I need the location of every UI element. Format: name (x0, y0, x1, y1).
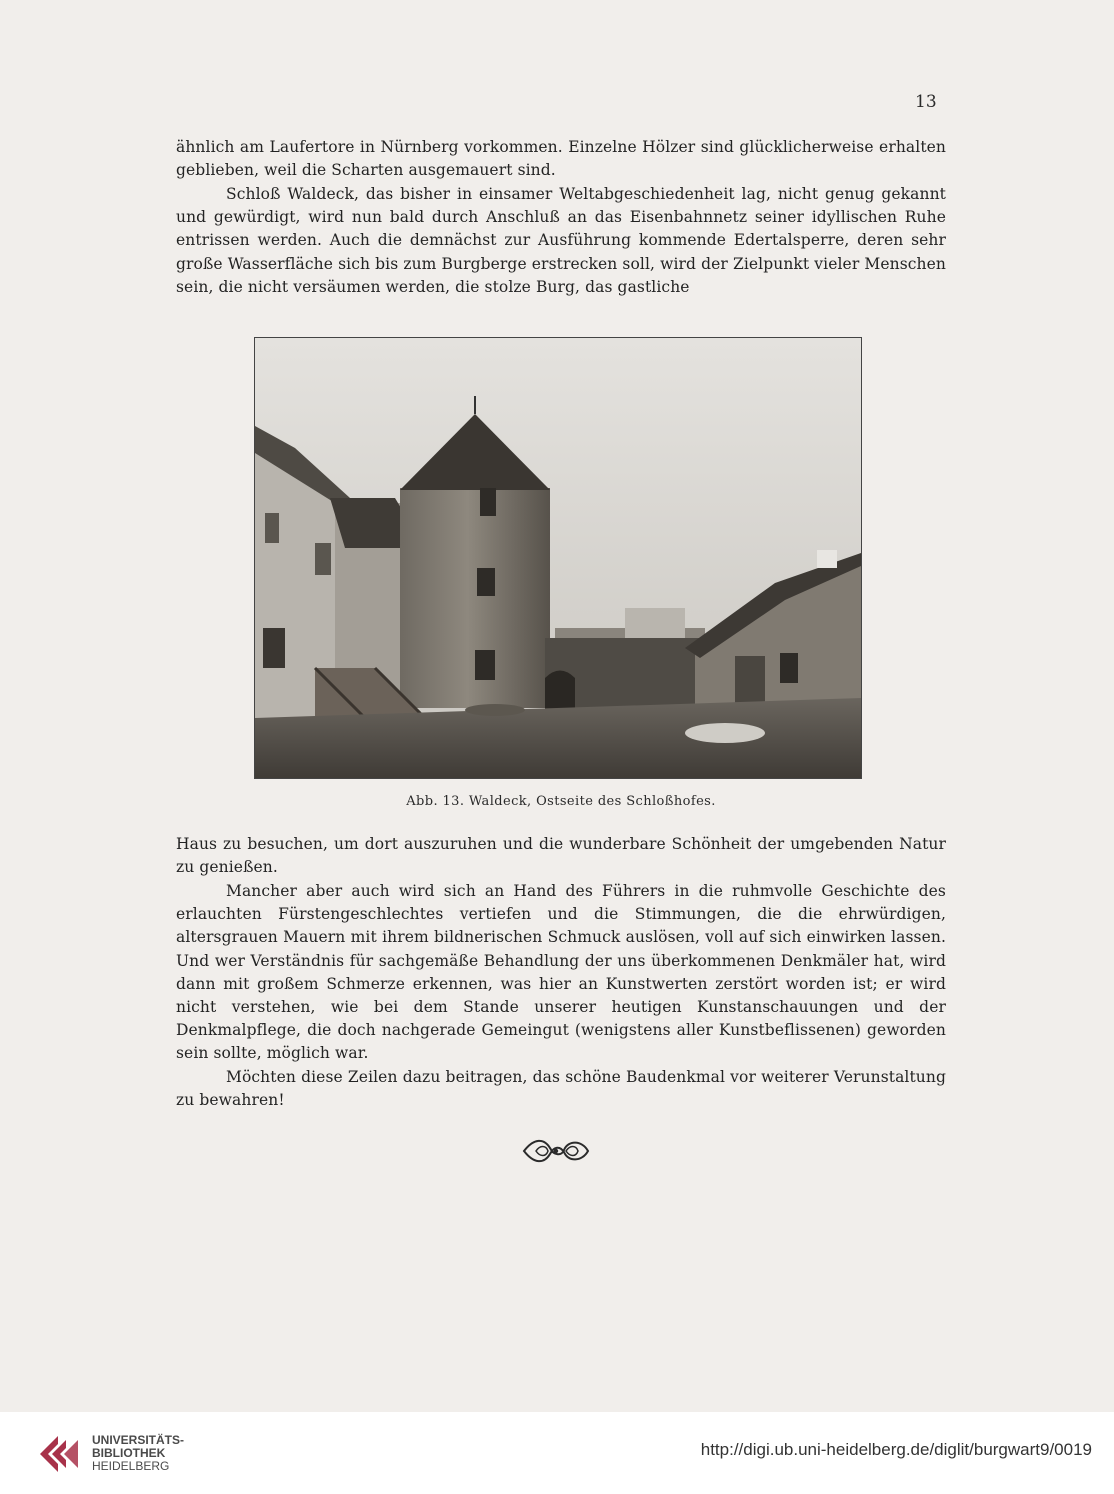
photo-caption: Abb. 13. Waldeck, Ostseite des Schloßhofes. (406, 794, 716, 809)
paragraph-2: Schloß Waldeck, das bisher in einsamer Weltabgeschiedenheit lag, nicht genug gekannt und gewürdigt, wird nun bald durch Anschluß an das Eisenbahnnetz seiner idyllischen Ruhe entrissen werden. Auch die demnächst zur Ausführung kommende Edertalsperre, deren sehr große Wasserfläche sich bis zum Burgberge erstrecken soll, wird der Zielpunkt vieler Menschen sein, die nicht versäumen werden, die stolze Burg, das gastliche (176, 185, 946, 296)
library-logo-icon (38, 1432, 82, 1476)
page-number: 13 (915, 92, 937, 112)
castle-tower-photo (254, 337, 862, 779)
library-logo-text (92, 1434, 184, 1473)
paragraph-5: Möchten diese Zeilen dazu beitragen, das schöne Baudenkmal vor weiterer Verunstaltung zu bewahren! (176, 1068, 946, 1110)
source-url-link[interactable]: http://digi.ub.uni-heidelberg.de/diglit/burgwart9/0019 (700, 1440, 1092, 1459)
paragraph-4: Mancher aber auch wird sich an Hand des Führers in die ruhmvolle Geschichte des erlauchten Fürstengeschlechtes vertiefen und die Stimmungen, die die ehrwürdigen, altersgrauen Mauern mit ihrem bildnerischen Schmuck auslösen, voll auf sich einwirken lassen. Und wer Verständnis für sachgemäße Behandlung der uns überkommenen Denkmäler hat, wird dann mit großem Schmerze erkennen, was hier an Kunstwerten zerstört worden ist; er wird nicht verstehen, wie bei dem Stande unserer heutigen Kunstanschauungen und der Denkmalpflege, die doch nachgerade Gemeingut (wenigstens aller Kunstbeflissenen) geworden sein sollte, möglich war. (176, 882, 946, 1063)
ornament-icon (520, 1136, 592, 1166)
paragraph-3: Haus zu besuchen, um dort auszuruhen und die wunderbare Schönheit der umgebenden Natur zu genießen. (176, 835, 946, 877)
paragraph-1: ähnlich am Laufertore in Nürnberg vorkommen. Einzelne Hölzer sind glücklicherweise erhalten geblieben, weil die Scharten ausgemauert sind. (176, 138, 946, 180)
photo-illustration (255, 338, 861, 778)
footer-bar (0, 1412, 1114, 1494)
logo-line-3: HEIDELBERG (92, 1459, 170, 1473)
logo-line-1: UNIVERSITÄTS- (92, 1433, 185, 1447)
logo-line-2: BIBLIOTHEK (92, 1446, 166, 1460)
